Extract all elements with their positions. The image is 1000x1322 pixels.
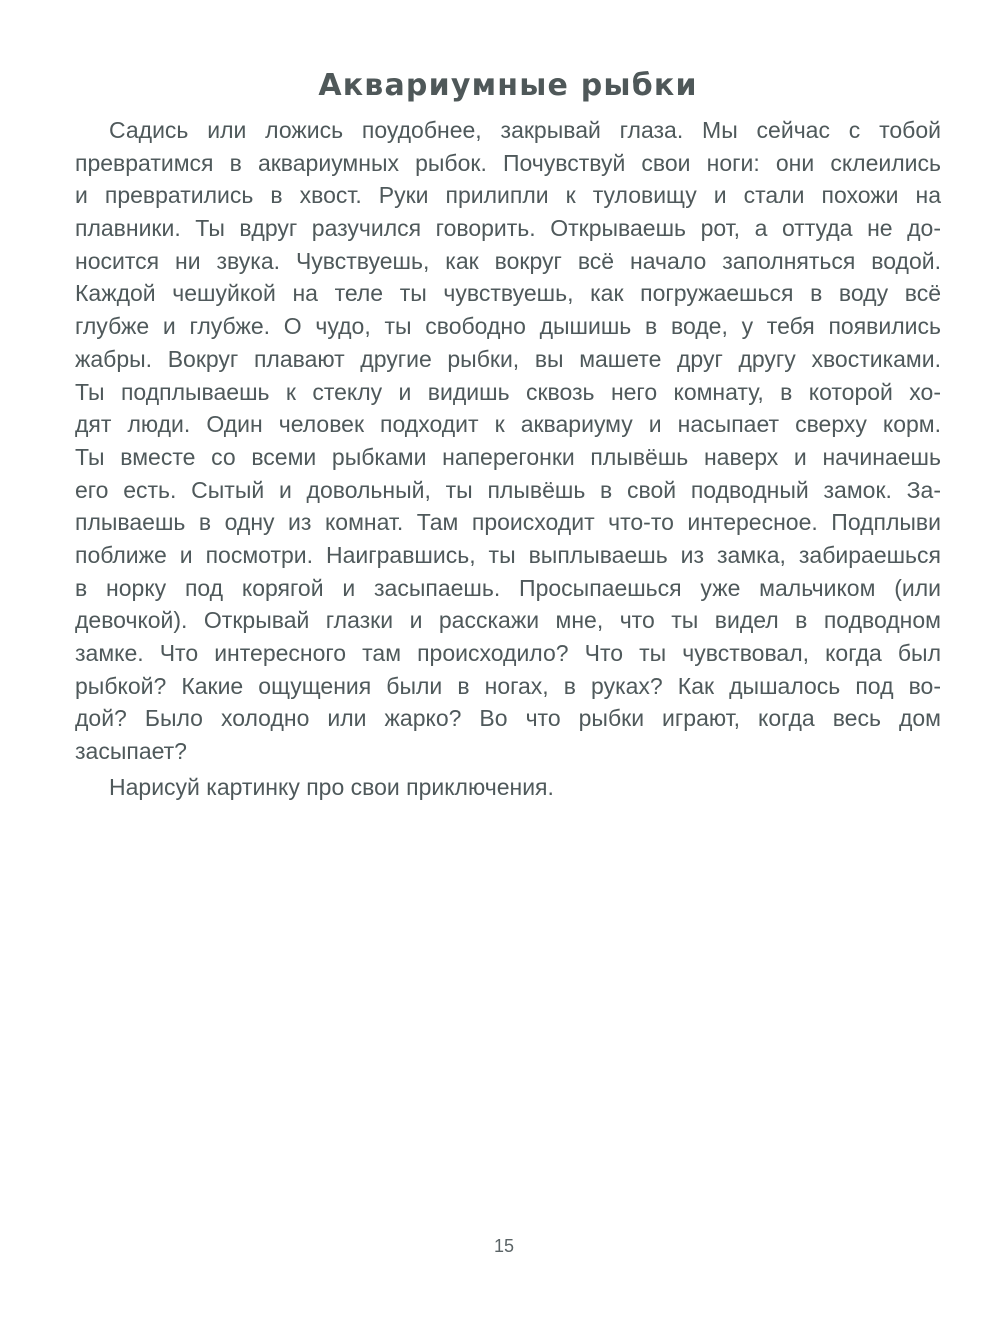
paragraph-line: поближе и посмотри. Наигравшись, ты выплываешь из замка, забираешься [75,541,941,568]
story-paragraph [75,114,941,768]
paragraph-line: превратимся в аквариумных рыбок. Почувствуй свои ноги: они склеились [75,149,941,176]
paragraph-line: замке. Что интересного там происходило? Что ты чувствовал, когда был [75,640,941,666]
paragraph-line: рыбкой? Какие ощущения были в ногах, в руках? Как дышалось под во- [75,672,941,699]
paragraph-line: глубже и глубже. О чудо, ты свободно дышишь в воде, у тебя появились [75,313,941,340]
paragraph-line: Ты вместе со всеми рыбками наперегонки плывёшь наверх и начинаешь [75,443,941,470]
paragraph-line: дят люди. Один человек подходит к аквариуму и насыпает сверху корм. [75,411,941,438]
paragraph-line: дой? Было холодно или жарко? Во что рыбки играют, когда весь дом [75,705,941,732]
paragraph-line: его есть. Сытый и довольный, ты плывёшь в свой подводный замок. За- [75,476,941,503]
paragraph-line: Каждой чешуйкой на теле ты чувствуешь, как погружаешься в воду всё [75,280,941,307]
paragraph-line: носится ни звука. Чувствуешь, как вокруг всё начало заполняться водой. [75,247,941,274]
paragraph-line: Ты подплываешь к стеклу и видишь сквозь него комнату, в которой хо- [75,378,941,405]
paragraph-line: засыпает? [75,738,187,765]
paragraph-line: и превратились в хвост. Руки прилипли к туловищу и стали похожи на [75,182,941,209]
paragraph-line: плываешь в одну из комнат. Там происходит что-то интересное. Подплыви [75,509,941,536]
drawing-instruction: Нарисуй картинку про свои приключения. [109,774,554,800]
page-title: Аквариумные рыбки [318,68,698,103]
paragraph-line: в норку под корягой и засыпаешь. Просыпаешься уже мальчиком (или [75,574,941,601]
paragraph-line: жабры. Вокруг плавают другие рыбки, вы машете друг другу хвостиками. [75,345,941,372]
paragraph-line: девочкой). Открывай глазки и расскажи мне, что ты видел в подводном [75,607,941,634]
paragraph-line: Садись или ложись поудобнее, закрывай глаза. Мы сейчас с тобой [109,117,941,143]
paragraph-line: плавники. Ты вдруг разучился говорить. Открываешь рот, а оттуда не до- [75,215,941,242]
page-number: 15 [493,1236,515,1256]
